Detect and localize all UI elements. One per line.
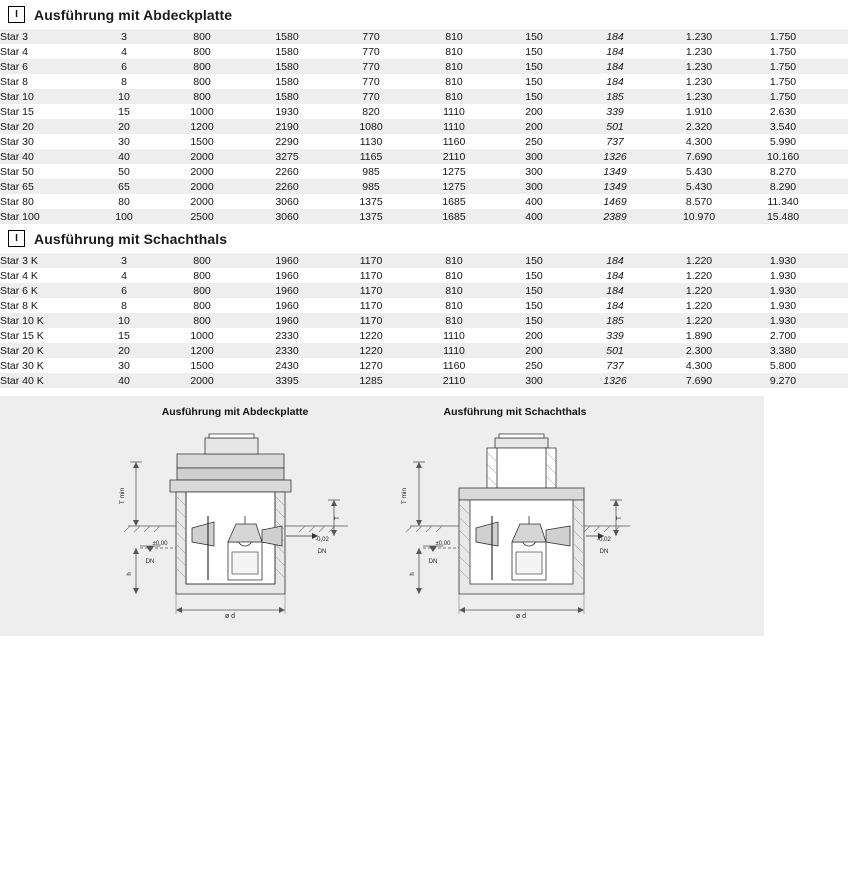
cell-weight1: 7.690 (660, 149, 744, 164)
cell-d: 800 (162, 89, 248, 104)
cell-weight2: 1.930 (744, 253, 828, 268)
table-row (0, 149, 848, 164)
cell-volume: 184 (576, 44, 660, 59)
cell-model: Star 40 (0, 149, 92, 164)
cell-weight1: 1.220 (660, 298, 744, 313)
cell-volume: 1326 (576, 373, 660, 388)
cell-volume: 184 (576, 268, 660, 283)
table-row (0, 44, 848, 59)
cell-size: 50 (92, 164, 162, 179)
cell-e: 810 (416, 298, 498, 313)
cell-dn: 300 (498, 149, 576, 164)
cell-e: 810 (416, 44, 498, 59)
cell-model: Star 100 (0, 209, 92, 224)
cell-weight1: 1.910 (660, 104, 744, 119)
label-zero-left: ±0,00 (152, 541, 168, 547)
cell-t: 770 (332, 44, 416, 59)
page-footer-space (0, 636, 764, 826)
cell-weight2: 9.270 (744, 373, 828, 388)
table-row (0, 283, 848, 298)
table-row (0, 104, 848, 119)
cell-size: 8 (92, 74, 162, 89)
cell-e: 2110 (416, 373, 498, 388)
cell-d: 800 (162, 44, 248, 59)
cell-dn: 150 (498, 268, 576, 283)
cell-size: 20 (92, 343, 162, 358)
cell-e: 1685 (416, 194, 498, 209)
cell-pad (828, 194, 848, 209)
cell-h: 1580 (248, 29, 332, 44)
cell-e: 1110 (416, 119, 498, 134)
cell-pad (828, 179, 848, 194)
cell-size: 8 (92, 298, 162, 313)
cell-pad (828, 59, 848, 74)
cell-dn: 400 (498, 209, 576, 224)
cell-weight1: 5.430 (660, 179, 744, 194)
cell-model: Star 3 K (0, 253, 92, 268)
cell-pad (828, 268, 848, 283)
cell-weight2: 5.990 (744, 134, 828, 149)
cell-pad (828, 134, 848, 149)
cell-dn: 150 (498, 298, 576, 313)
cell-size: 15 (92, 104, 162, 119)
cell-volume: 1349 (576, 179, 660, 194)
cell-h: 3275 (248, 149, 332, 164)
cell-volume: 1349 (576, 164, 660, 179)
cell-d: 800 (162, 59, 248, 74)
cell-pad (828, 119, 848, 134)
cell-weight2: 2.630 (744, 104, 828, 119)
cell-h: 2430 (248, 358, 332, 373)
cell-t: 1375 (332, 209, 416, 224)
cell-h: 1930 (248, 104, 332, 119)
cell-e: 1160 (416, 134, 498, 149)
table-row (0, 328, 848, 343)
section-title: Ausführung mit Schachthals (34, 230, 228, 247)
cell-size: 40 (92, 149, 162, 164)
label-dn-right: DN (428, 559, 438, 565)
cell-weight2: 1.750 (744, 44, 828, 59)
cell-size: 3 (92, 253, 162, 268)
cell-e: 810 (416, 283, 498, 298)
cell-model: Star 15 (0, 104, 92, 119)
cell-model: Star 3 (0, 29, 92, 44)
cell-weight1: 7.690 (660, 373, 744, 388)
drawing-title-right: Ausführung mit Schachthals (443, 406, 587, 418)
cell-weight1: 1.220 (660, 268, 744, 283)
cell-dn: 150 (498, 44, 576, 59)
label-dn-out-left: DN (317, 549, 327, 555)
cell-h: 1960 (248, 253, 332, 268)
cell-h: 2330 (248, 328, 332, 343)
cell-d: 2000 (162, 373, 248, 388)
cell-weight2: 8.270 (744, 164, 828, 179)
cell-t: 1170 (332, 268, 416, 283)
cell-weight2: 1.930 (744, 283, 828, 298)
cell-e: 810 (416, 74, 498, 89)
cell-d: 800 (162, 74, 248, 89)
table-row (0, 268, 848, 283)
cell-weight1: 8.570 (660, 194, 744, 209)
cell-volume: 184 (576, 29, 660, 44)
table-row (0, 119, 848, 134)
cell-weight1: 2.320 (660, 119, 744, 134)
cell-weight1: 10.970 (660, 209, 744, 224)
section-title: Ausführung mit Abdeckplatte (34, 6, 233, 23)
cell-volume: 737 (576, 134, 660, 149)
cell-pad (828, 373, 848, 388)
section-header-abdeckplatte (0, 0, 764, 29)
cell-dn: 150 (498, 59, 576, 74)
cell-dn: 300 (498, 164, 576, 179)
cell-h: 1960 (248, 313, 332, 328)
technical-drawing-panel (0, 396, 764, 636)
cell-pad (828, 209, 848, 224)
label-tmin-right: T min (401, 487, 408, 505)
cell-d: 800 (162, 313, 248, 328)
table-row (0, 298, 848, 313)
cell-weight2: 5.800 (744, 358, 828, 373)
cell-h: 1960 (248, 298, 332, 313)
cell-h: 1960 (248, 268, 332, 283)
label-dn-out-right: DN (599, 549, 609, 555)
table-schachthals (0, 253, 848, 388)
cell-d: 800 (162, 29, 248, 44)
cell-t: 770 (332, 29, 416, 44)
cell-pad (828, 149, 848, 164)
cell-volume: 737 (576, 358, 660, 373)
cell-pad (828, 298, 848, 313)
cell-e: 1110 (416, 328, 498, 343)
cell-size: 6 (92, 59, 162, 74)
cell-t: 985 (332, 179, 416, 194)
cell-pad (828, 29, 848, 44)
table-row (0, 29, 848, 44)
cell-t: 770 (332, 59, 416, 74)
cell-model: Star 30 (0, 134, 92, 149)
cell-dn: 250 (498, 134, 576, 149)
cell-weight1: 1.220 (660, 253, 744, 268)
cell-weight2: 1.930 (744, 298, 828, 313)
cell-pad (828, 313, 848, 328)
cell-dn: 200 (498, 343, 576, 358)
cell-weight1: 1.230 (660, 29, 744, 44)
info-badge-label: I (15, 232, 18, 244)
cell-t: 1080 (332, 119, 416, 134)
cell-e: 810 (416, 29, 498, 44)
label-tmin-left: T min (119, 487, 126, 505)
cell-h: 1580 (248, 59, 332, 74)
cell-weight2: 1.750 (744, 74, 828, 89)
cell-volume: 185 (576, 313, 660, 328)
cell-weight2: 1.750 (744, 29, 828, 44)
label-slope-right: -0,02 (597, 537, 611, 543)
cell-pad (828, 164, 848, 179)
table-row (0, 74, 848, 89)
cell-volume: 184 (576, 74, 660, 89)
cell-size: 10 (92, 313, 162, 328)
label-dn-left: DN (145, 559, 155, 565)
cell-model: Star 80 (0, 194, 92, 209)
cell-model: Star 20 K (0, 343, 92, 358)
cell-d: 2000 (162, 194, 248, 209)
cell-d: 800 (162, 283, 248, 298)
table-row (0, 373, 848, 388)
cell-t: 1170 (332, 283, 416, 298)
cell-pad (828, 358, 848, 373)
cell-t: 1165 (332, 149, 416, 164)
cell-dn: 250 (498, 358, 576, 373)
cell-pad (828, 74, 848, 89)
cell-model: Star 65 (0, 179, 92, 194)
table-row (0, 313, 848, 328)
cell-dn: 150 (498, 283, 576, 298)
cell-size: 6 (92, 283, 162, 298)
cell-d: 2000 (162, 164, 248, 179)
cell-e: 810 (416, 268, 498, 283)
cell-dn: 200 (498, 104, 576, 119)
label-h-left: h (127, 572, 133, 576)
cell-dn: 150 (498, 74, 576, 89)
section-header-schachthals (0, 224, 764, 253)
cell-size: 100 (92, 209, 162, 224)
cell-weight2: 3.540 (744, 119, 828, 134)
table-row (0, 358, 848, 373)
cell-t: 1285 (332, 373, 416, 388)
cell-size: 20 (92, 119, 162, 134)
cell-volume: 339 (576, 104, 660, 119)
cell-model: Star 4 K (0, 268, 92, 283)
cell-model: Star 8 K (0, 298, 92, 313)
cell-d: 1500 (162, 358, 248, 373)
cell-volume: 501 (576, 343, 660, 358)
cell-dn: 300 (498, 179, 576, 194)
drawing-title-left: Ausführung mit Abdeckplatte (161, 406, 309, 418)
cell-t: 1130 (332, 134, 416, 149)
cell-size: 3 (92, 29, 162, 44)
cell-weight2: 8.290 (744, 179, 828, 194)
cell-weight2: 10.160 (744, 149, 828, 164)
cell-e: 810 (416, 313, 498, 328)
table-row (0, 343, 848, 358)
cell-dn: 150 (498, 29, 576, 44)
cell-size: 80 (92, 194, 162, 209)
cell-weight2: 1.750 (744, 89, 828, 104)
cell-d: 2000 (162, 149, 248, 164)
cell-volume: 501 (576, 119, 660, 134)
table-row (0, 89, 848, 104)
table-row (0, 164, 848, 179)
cell-weight2: 11.340 (744, 194, 828, 209)
drawing-svg (0, 396, 764, 636)
cell-t: 1220 (332, 328, 416, 343)
table-row (0, 179, 848, 194)
cell-e: 1275 (416, 164, 498, 179)
cell-weight1: 1.220 (660, 283, 744, 298)
cell-t: 770 (332, 74, 416, 89)
table-row (0, 59, 848, 74)
cell-model: Star 8 (0, 74, 92, 89)
cell-h: 2290 (248, 134, 332, 149)
cell-model: Star 6 (0, 59, 92, 74)
cell-h: 2330 (248, 343, 332, 358)
cell-e: 1160 (416, 358, 498, 373)
cell-t: 985 (332, 164, 416, 179)
cell-weight2: 1.930 (744, 268, 828, 283)
cell-h: 2260 (248, 179, 332, 194)
cell-dn: 400 (498, 194, 576, 209)
label-zero-right: ±0,00 (435, 541, 451, 547)
cell-model: Star 10 K (0, 313, 92, 328)
table-body (0, 253, 848, 388)
table-row (0, 134, 848, 149)
cell-d: 2500 (162, 209, 248, 224)
cell-size: 10 (92, 89, 162, 104)
cell-size: 4 (92, 44, 162, 59)
cell-dn: 150 (498, 313, 576, 328)
cell-weight1: 1.230 (660, 59, 744, 74)
info-badge-label: I (15, 8, 18, 20)
cell-h: 1580 (248, 89, 332, 104)
cell-e: 810 (416, 89, 498, 104)
cell-weight1: 4.300 (660, 134, 744, 149)
cell-e: 810 (416, 59, 498, 74)
cell-weight1: 1.230 (660, 44, 744, 59)
cell-e: 1685 (416, 209, 498, 224)
cell-d: 2000 (162, 179, 248, 194)
table-row (0, 209, 848, 224)
cell-volume: 184 (576, 59, 660, 74)
cell-weight2: 1.930 (744, 313, 828, 328)
table-body (0, 29, 848, 224)
cell-size: 4 (92, 268, 162, 283)
cell-h: 3395 (248, 373, 332, 388)
cell-size: 40 (92, 373, 162, 388)
cell-h: 2190 (248, 119, 332, 134)
cell-weight1: 1.220 (660, 313, 744, 328)
cell-size: 30 (92, 358, 162, 373)
cell-h: 3060 (248, 209, 332, 224)
table-abdeckplatte (0, 29, 848, 224)
table-row (0, 194, 848, 209)
cell-e: 1275 (416, 179, 498, 194)
cell-volume: 184 (576, 298, 660, 313)
cell-model: Star 4 (0, 44, 92, 59)
cell-e: 1110 (416, 343, 498, 358)
cell-pad (828, 283, 848, 298)
cell-pad (828, 104, 848, 119)
info-badge-icon (8, 230, 25, 247)
cell-model: Star 10 (0, 89, 92, 104)
cell-d: 1200 (162, 343, 248, 358)
cell-volume: 184 (576, 283, 660, 298)
cell-size: 65 (92, 179, 162, 194)
label-slope-left: -0,02 (315, 537, 329, 543)
cell-size: 15 (92, 328, 162, 343)
cell-d: 800 (162, 268, 248, 283)
cell-t: 820 (332, 104, 416, 119)
cell-weight1: 4.300 (660, 358, 744, 373)
cell-d: 1500 (162, 134, 248, 149)
cell-t: 1170 (332, 313, 416, 328)
cell-volume: 185 (576, 89, 660, 104)
cell-t: 1220 (332, 343, 416, 358)
cell-volume: 1326 (576, 149, 660, 164)
cell-d: 800 (162, 298, 248, 313)
cell-h: 3060 (248, 194, 332, 209)
info-badge-icon (8, 6, 25, 23)
cell-d: 1000 (162, 104, 248, 119)
label-t-left: T (335, 516, 341, 520)
cell-volume: 184 (576, 253, 660, 268)
label-h-right: h (410, 572, 416, 576)
cell-d: 1200 (162, 119, 248, 134)
cell-weight2: 1.750 (744, 59, 828, 74)
table-row (0, 253, 848, 268)
cell-h: 2260 (248, 164, 332, 179)
cell-e: 2110 (416, 149, 498, 164)
cell-volume: 1469 (576, 194, 660, 209)
cell-pad (828, 328, 848, 343)
cell-size: 30 (92, 134, 162, 149)
cell-pad (828, 253, 848, 268)
cell-dn: 200 (498, 328, 576, 343)
cell-e: 810 (416, 253, 498, 268)
cell-d: 1000 (162, 328, 248, 343)
cell-model: Star 20 (0, 119, 92, 134)
cell-model: Star 50 (0, 164, 92, 179)
label-diameter-right: ø d (515, 613, 527, 620)
cell-weight1: 2.300 (660, 343, 744, 358)
cell-model: Star 6 K (0, 283, 92, 298)
cell-model: Star 15 K (0, 328, 92, 343)
cell-h: 1580 (248, 74, 332, 89)
cell-d: 800 (162, 253, 248, 268)
cell-weight1: 5.430 (660, 164, 744, 179)
cell-h: 1580 (248, 44, 332, 59)
cell-dn: 300 (498, 373, 576, 388)
label-diameter-left: ø d (224, 613, 236, 620)
cell-t: 1170 (332, 298, 416, 313)
cell-dn: 150 (498, 253, 576, 268)
label-t-right: T (617, 516, 623, 520)
cell-volume: 339 (576, 328, 660, 343)
cell-dn: 200 (498, 119, 576, 134)
cell-dn: 150 (498, 89, 576, 104)
cell-weight2: 15.480 (744, 209, 828, 224)
cell-t: 1375 (332, 194, 416, 209)
cell-weight2: 2.700 (744, 328, 828, 343)
cell-model: Star 30 K (0, 358, 92, 373)
cell-volume: 2389 (576, 209, 660, 224)
cell-weight1: 1.230 (660, 74, 744, 89)
cell-t: 770 (332, 89, 416, 104)
cell-weight1: 1.890 (660, 328, 744, 343)
cell-model: Star 40 K (0, 373, 92, 388)
cell-pad (828, 44, 848, 59)
cell-pad (828, 89, 848, 104)
cell-h: 1960 (248, 283, 332, 298)
cell-weight1: 1.230 (660, 89, 744, 104)
cell-t: 1170 (332, 253, 416, 268)
cell-t: 1270 (332, 358, 416, 373)
cell-e: 1110 (416, 104, 498, 119)
cell-pad (828, 343, 848, 358)
cell-weight2: 3.380 (744, 343, 828, 358)
